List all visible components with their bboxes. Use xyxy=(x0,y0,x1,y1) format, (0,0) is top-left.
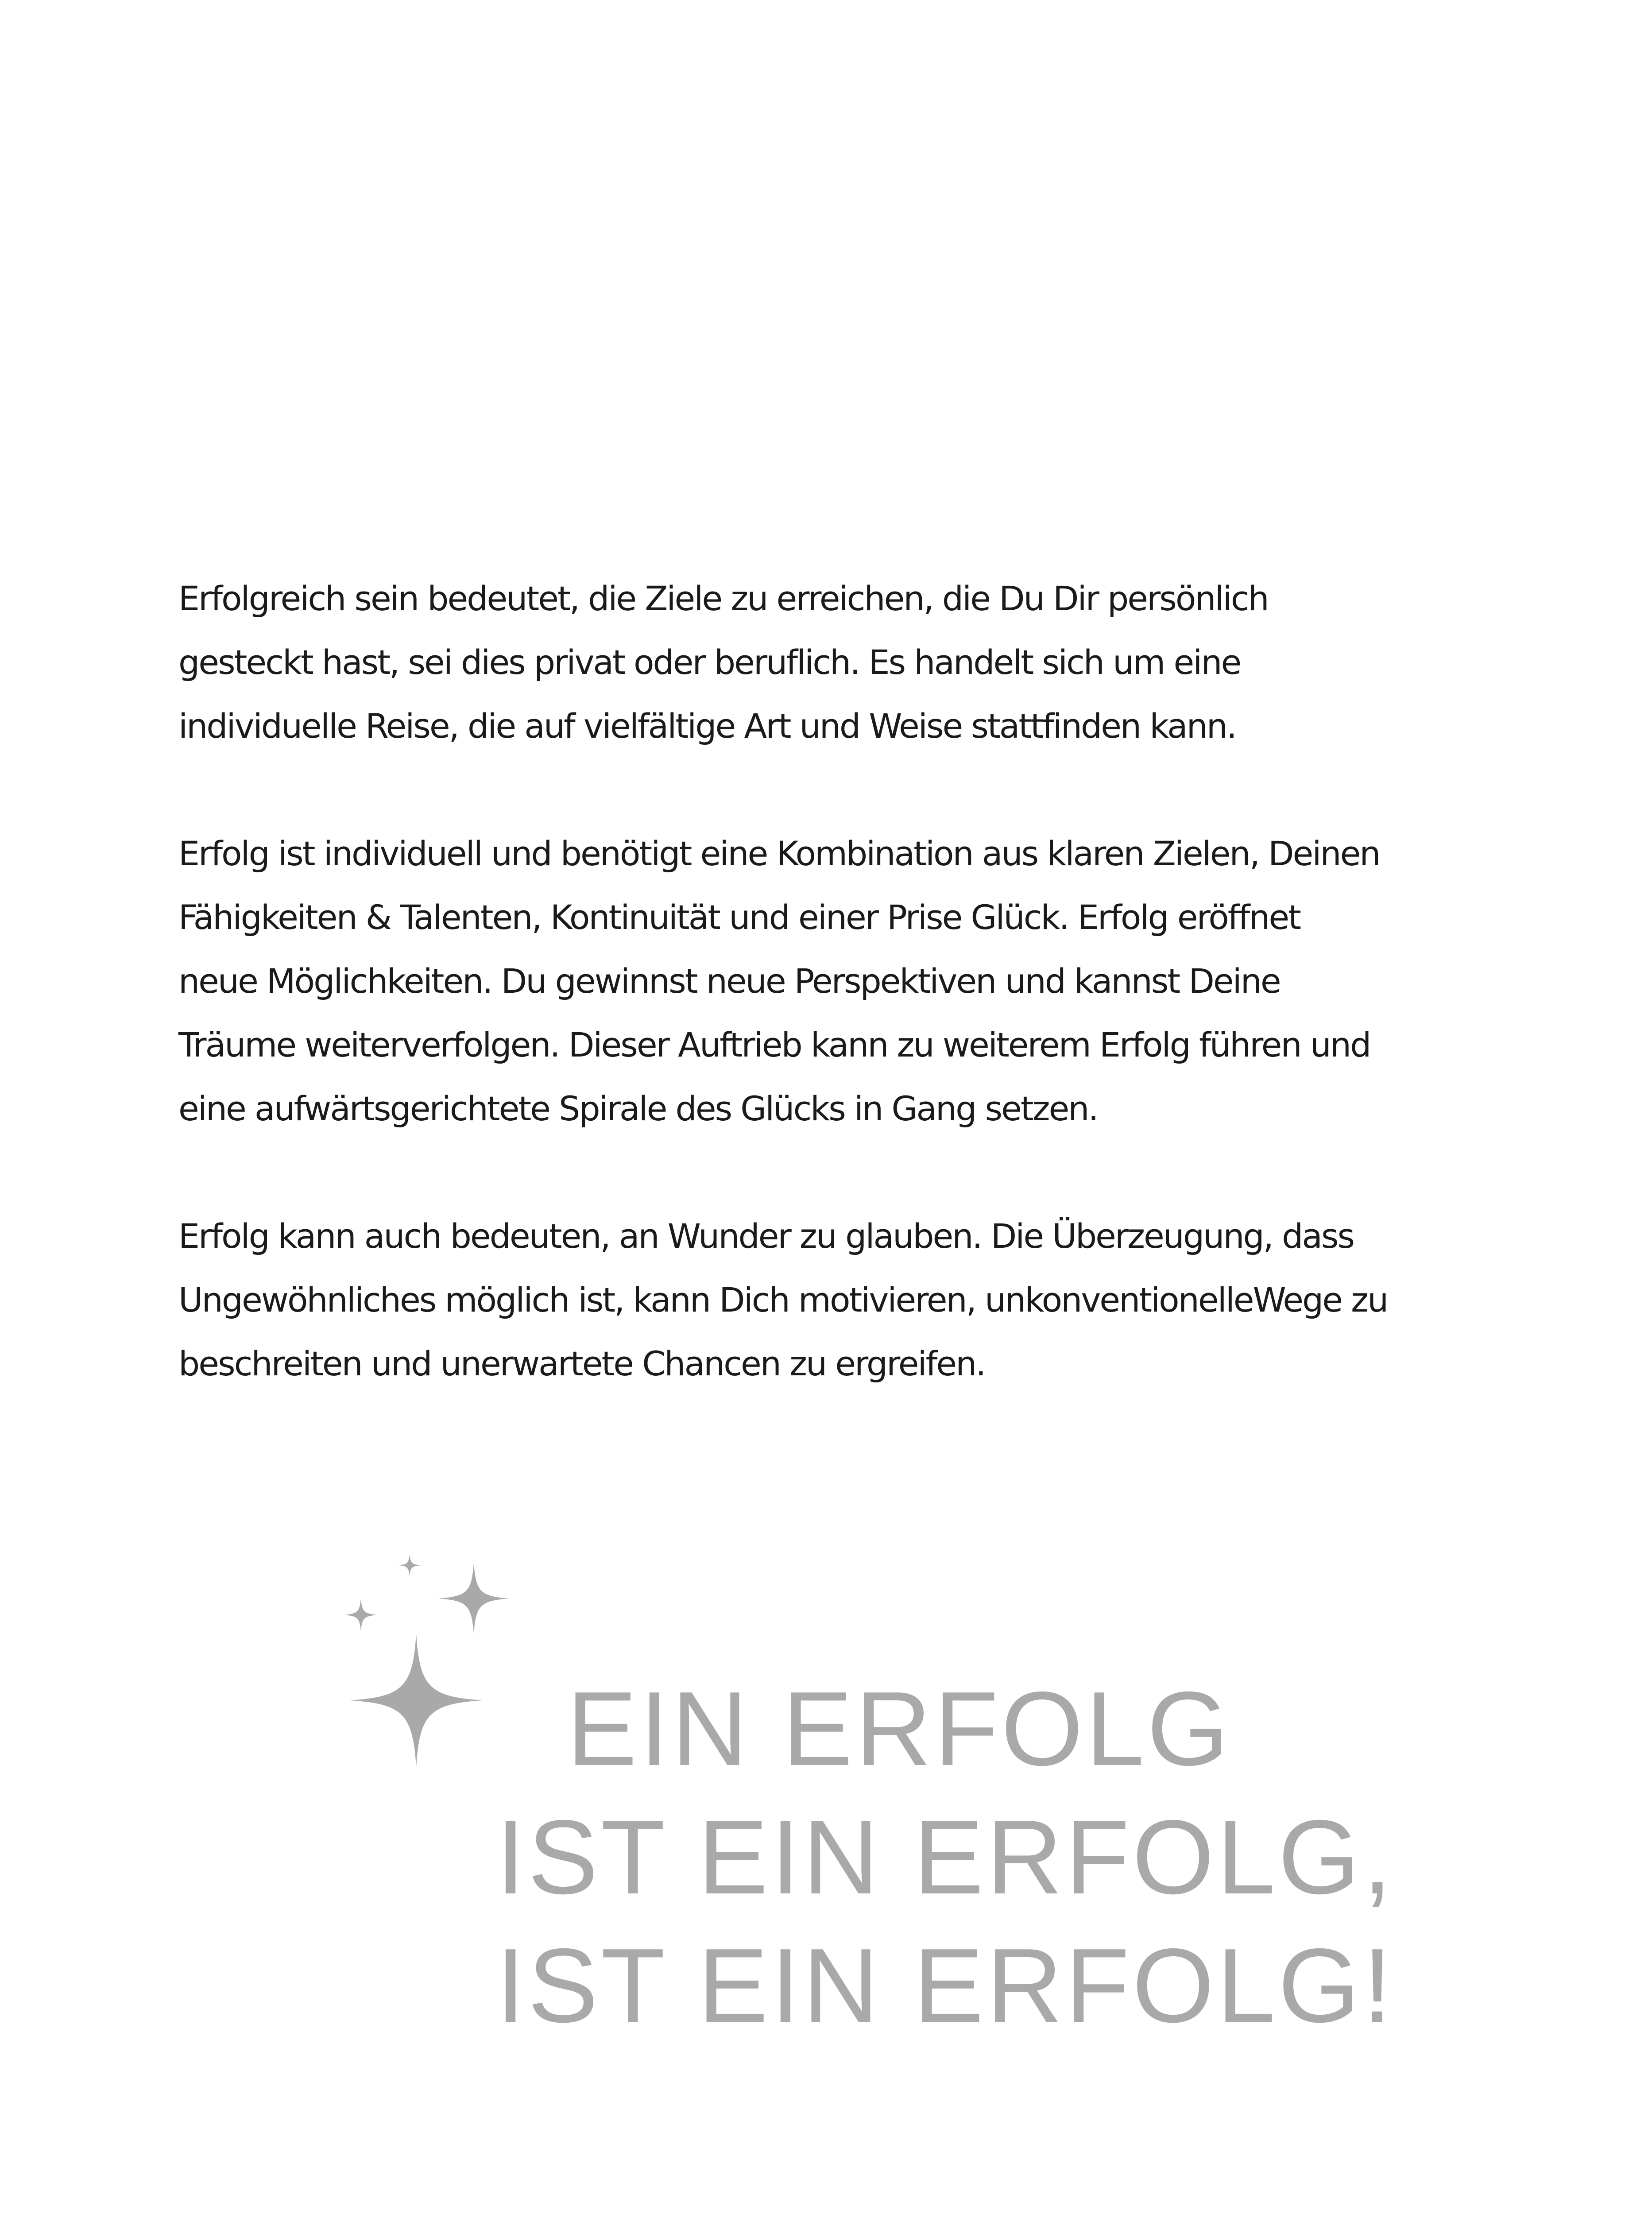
paragraph-line: individuelle Reise, die auf vielfältige Art und Weise stattfinden kann. xyxy=(178,706,1236,746)
small-star-icon xyxy=(344,1599,377,1631)
tiny-star-icon xyxy=(398,1554,421,1576)
quote-line: IST EIN ERFOLG! xyxy=(496,1927,1395,2044)
paragraph-line: Erfolgreich sein bedeutet, die Ziele zu erreichen, die Du Dir persönlich xyxy=(178,579,1268,618)
paragraph-3 xyxy=(178,1204,1489,1396)
quote-line: IST EIN ERFOLG, xyxy=(496,1799,1395,1916)
quote-line: EIN ERFOLG xyxy=(567,1670,1232,1788)
paragraph-line: Fähigkeiten & Talenten, Kontinuität und einer Prise Glück. Erfolg eröffnet xyxy=(178,898,1300,937)
paragraph-line: Ungewöhnliches möglich ist, kann Dich motivieren, unkonventionelleWege zu xyxy=(178,1280,1388,1320)
paragraph-1 xyxy=(178,567,1489,758)
medium-star-icon xyxy=(438,1563,509,1634)
paragraph-line: eine aufwärtsgerichtete Spirale des Glücks in Gang setzen. xyxy=(178,1089,1098,1128)
body-text xyxy=(178,567,1489,1459)
paragraph-line: Erfolg kann auch bedeuten, an Wunder zu glauben. Die Überzeugung, dass xyxy=(178,1216,1354,1256)
quote xyxy=(496,1665,1395,2050)
paragraph-line: neue Möglichkeiten. Du gewinnst neue Perspektiven und kannst Deine xyxy=(178,961,1280,1001)
paragraph-line: beschreiten und unerwartete Chancen zu ergreifen. xyxy=(178,1344,985,1383)
paragraph-line: Erfolg ist individuell und benötigt eine Kombination aus klaren Zielen, Deinen xyxy=(178,834,1380,873)
paragraph-2 xyxy=(178,822,1489,1141)
paragraph-line: Träume weiterverfolgen. Dieser Auftrieb kann zu weiterem Erfolg führen und xyxy=(178,1025,1370,1064)
paragraph-line: gesteckt hast, sei dies privat oder beruflich. Es handelt sich um eine xyxy=(178,643,1241,682)
large-star-icon xyxy=(350,1634,483,1767)
